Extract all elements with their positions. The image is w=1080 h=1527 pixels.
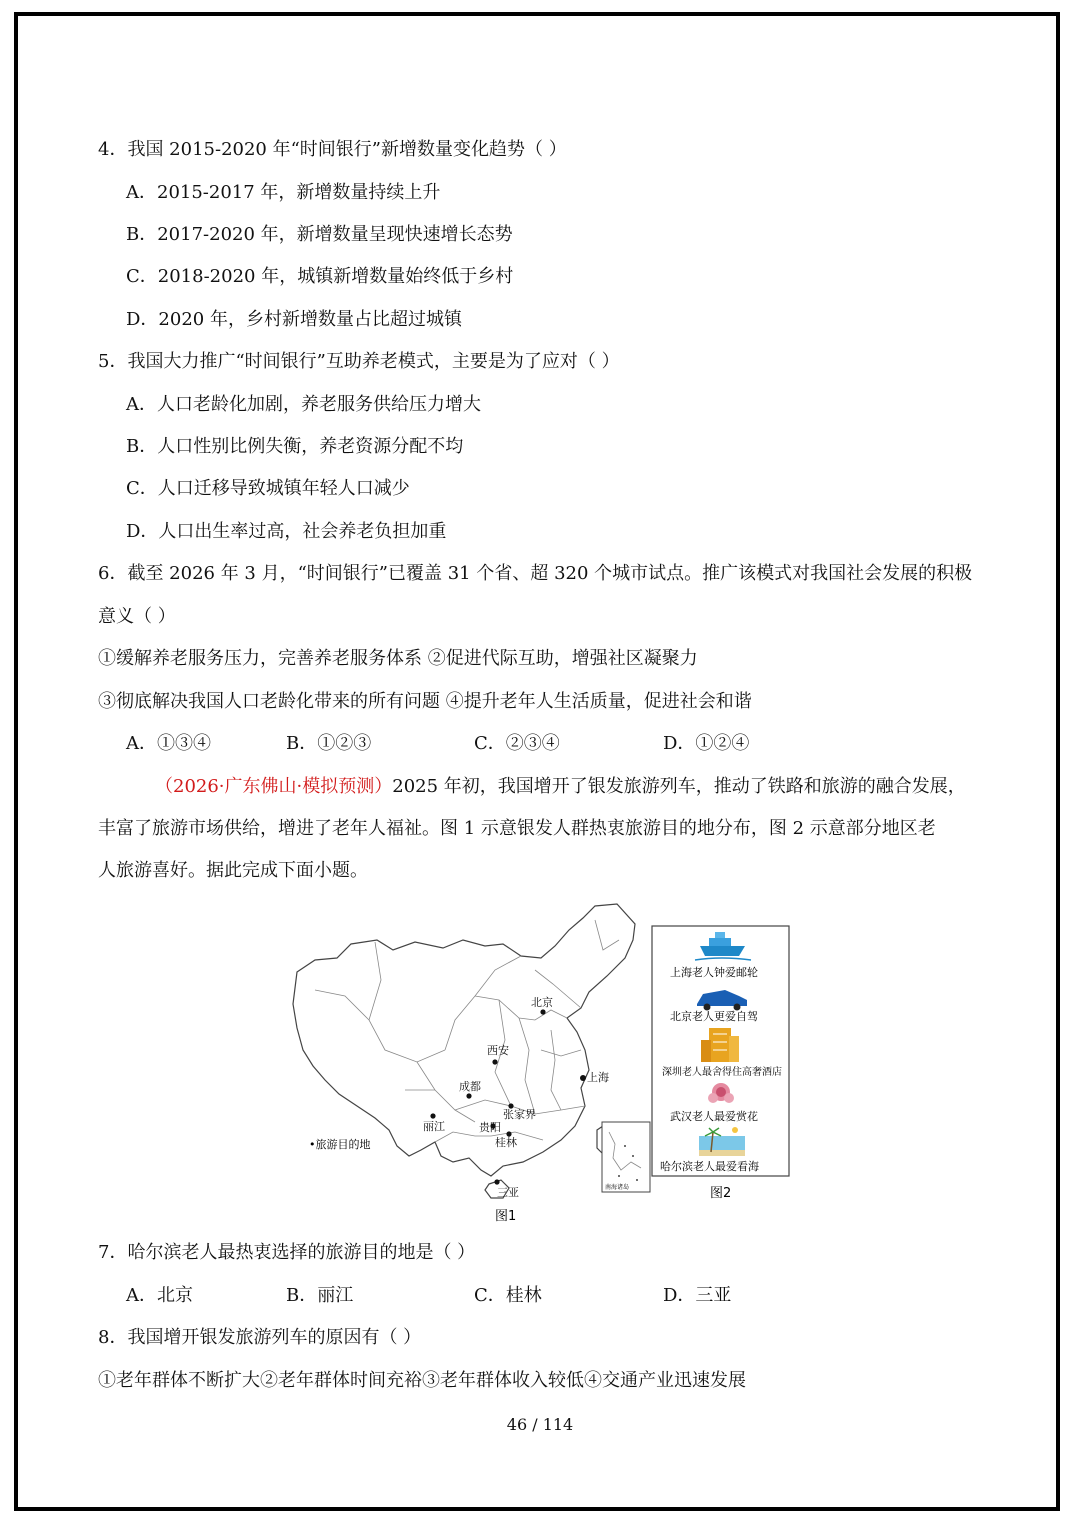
q4-option-a[interactable]: A．2015-2017 年，新增数量持续上升 [126, 182, 441, 203]
q5-option-b[interactable]: B．人口性别比例失衡，养老资源分配不均 [126, 436, 464, 457]
figure-svg [285, 900, 795, 1230]
q6-stem-line1: 6．截至 2026 年 3 月，“时间银行”已覆盖 31 个省、超 320 个城市试点。推广该模式对我国社会发展的积极 [98, 563, 973, 584]
q6-option-b[interactable]: B．①②③ [286, 733, 372, 754]
q6-items-line2: ③彻底解决我国人口老龄化带来的所有问题 ④提升老年人生活质量，促进社会和谐 [98, 691, 752, 712]
city-dot-sanya [494, 1179, 499, 1184]
q6-items-line1: ①缓解养老服务压力，完善养老服务体系 ②促进代际互助，增强社区凝聚力 [98, 648, 698, 669]
inset-label: 南海诸岛 [605, 1184, 630, 1191]
q4-option-d[interactable]: D．2020 年，乡村新增数量占比超过城镇 [126, 309, 462, 330]
city-label-guilin: 桂林 [495, 1136, 517, 1149]
q7-stem: 7．哈尔滨老人最热衷选择的旅游目的地是（ ） [98, 1242, 476, 1263]
q5-option-d[interactable]: D．人口出生率过高，社会养老负担加重 [126, 521, 447, 542]
q5-option-a[interactable]: A．人口老龄化加剧，养老服务供给压力增大 [126, 394, 481, 415]
passage-line3: 人旅游喜好。据此完成下面小题。 [98, 860, 368, 881]
city-label-guiyang: 贵阳 [479, 1121, 501, 1134]
q4-option-c[interactable]: C．2018-2020 年，城镇新增数量始终低于乡村 [126, 266, 514, 287]
city-dot-beijing [540, 1009, 545, 1014]
fig1-caption: 图1 [495, 1209, 517, 1224]
pref-beijing: 北京老人更爱自驾 [670, 1010, 758, 1023]
city-label-chengdu: 成都 [459, 1080, 481, 1093]
fig2-panel [652, 926, 789, 1176]
q7-option-b[interactable]: B．丽江 [286, 1285, 354, 1306]
city-label-xian: 西安 [487, 1044, 509, 1057]
q6-option-a[interactable]: A．①③④ [126, 733, 211, 754]
q6-stem-line2: 意义（ ） [98, 606, 176, 627]
q5-option-c[interactable]: C．人口迁移导致城镇年轻人口减少 [126, 478, 410, 499]
city-label-zhangjiajie: 张家界 [503, 1108, 536, 1121]
q4-option-b[interactable]: B．2017-2020 年，新增数量呈现快速增长态势 [126, 224, 513, 245]
passage-line2: 丰富了旅游市场供给，增进了老年人福祉。图 1 示意银发人群热衷旅游目的地分布，图 2 示意部分地区老 [98, 818, 936, 839]
q7-option-a[interactable]: A．北京 [126, 1285, 193, 1306]
passage-line1-text: 2025 年初，我国增开了银发旅游列车，推动了铁路和旅游的融合发展， [392, 776, 966, 797]
china-map [293, 904, 635, 1198]
city-label-shanghai: 上海 [587, 1071, 609, 1084]
q7-option-d[interactable]: D．三亚 [663, 1285, 732, 1306]
q8-items: ①老年群体不断扩大②老年群体时间充裕③老年群体收入较低④交通产业迅速发展 [98, 1370, 746, 1391]
pref-shenzhen: 深圳老人最舍得住高奢酒店 [662, 1067, 782, 1078]
map-legend: •旅游目的地 [309, 1138, 371, 1151]
q6-option-d[interactable]: D．①②④ [663, 733, 750, 754]
pref-shanghai: 上海老人钟爱邮轮 [670, 966, 758, 979]
china-outline [293, 904, 635, 1176]
q5-stem: 5．我国大力推广“时间银行”互助养老模式，主要是为了应对（ ） [98, 351, 620, 372]
q6-option-c[interactable]: C．②③④ [474, 733, 560, 754]
q7-option-c[interactable]: C．桂林 [474, 1285, 542, 1306]
pref-wuhan: 武汉老人最爱赏花 [670, 1110, 758, 1123]
q4-stem: 4．我国 2015-2020 年“时间银行”新增数量变化趋势（ ） [98, 139, 567, 160]
passage-line1 [155, 775, 966, 799]
city-label-sanya: 三亚 [497, 1186, 519, 1199]
city-dot-xian [492, 1059, 497, 1064]
city-dot-shanghai [580, 1075, 586, 1081]
fig2-caption: 图2 [710, 1186, 732, 1201]
figure-block [285, 900, 795, 1230]
city-label-lijiang: 丽江 [423, 1120, 445, 1133]
passage-source: （2026·广东佛山·模拟预测） [155, 776, 393, 797]
q8-stem: 8．我国增开银发旅游列车的原因有（ ） [98, 1327, 422, 1348]
city-label-beijing: 北京 [531, 996, 553, 1009]
pref-harbin: 哈尔滨老人最爱看海 [660, 1160, 759, 1173]
south-china-sea-inset [602, 1122, 650, 1192]
city-dot-chengdu [466, 1093, 471, 1098]
city-dot-lijiang [430, 1113, 435, 1118]
page-number: 46 / 114 [506, 1415, 574, 1434]
